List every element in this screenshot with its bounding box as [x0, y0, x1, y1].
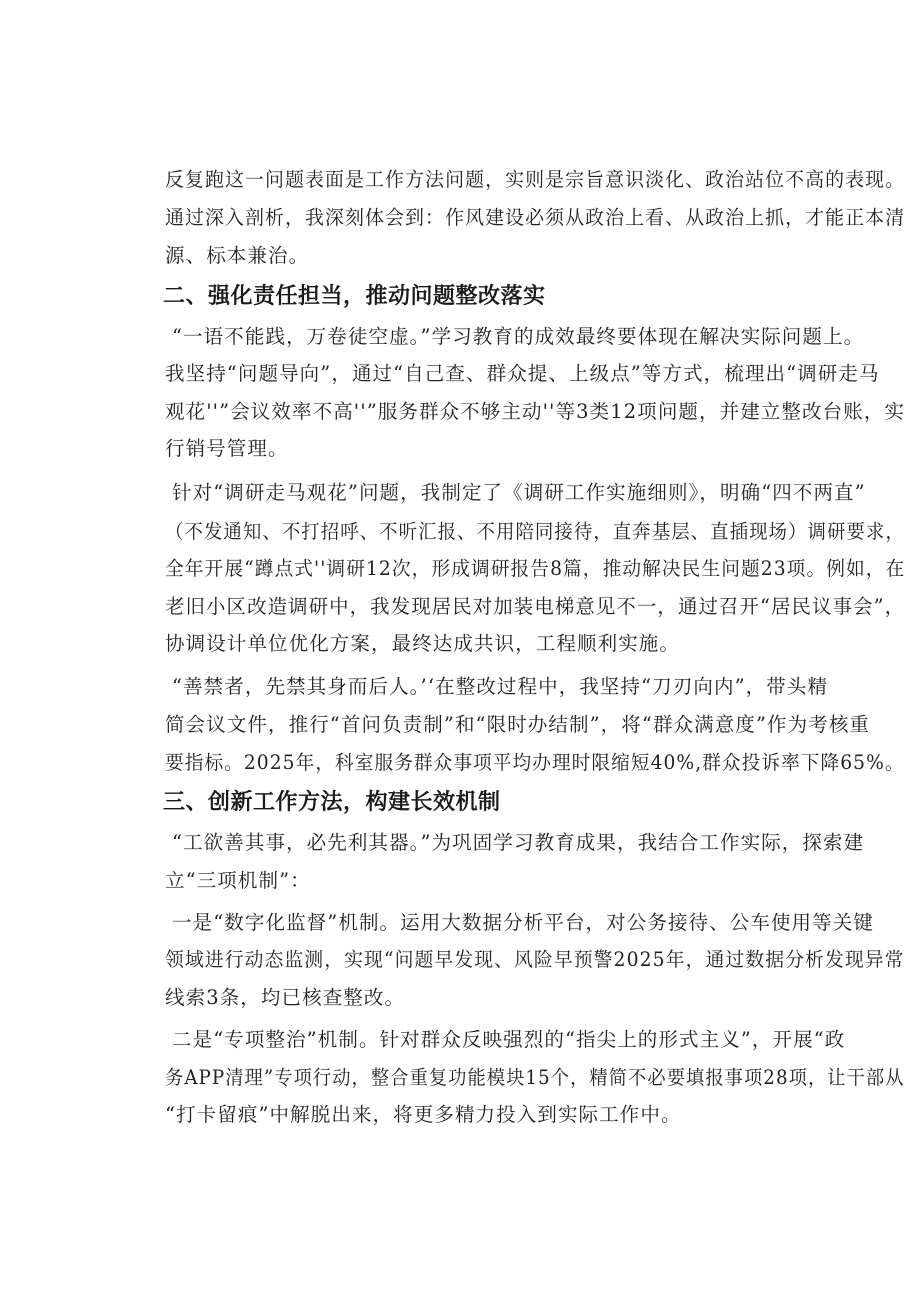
text-line: （不发通知、不打招呼、不听汇报、不用陪同接待，直奔基层、直插现场）调研要求，: [165, 520, 905, 543]
text-line: 务APP清理”专项行动，整合重复功能模块15个，精简不必要填报事项28项，让干部从: [165, 1066, 905, 1089]
text-line: 行销号管理。: [165, 437, 289, 460]
text-line: 全年开展“蹲点式''调研12次，形成调研报告8篇，推动解决民生问题23项。例如，在: [165, 557, 906, 580]
text-line: 一是“数字化监督”机制。运用大数据分析平台，对公务接待、公车使用等关键: [172, 911, 874, 934]
text-line: 针对“调研走马观花”问题，我制定了《调研工作实施细则》，明确“四不两直”: [172, 481, 866, 504]
text-line: 通过深入剖析，我深刻体会到：作风建设必须从政治上看、从政治上抓，才能正本清: [165, 206, 906, 229]
text-line: 立“三项机制”：: [165, 869, 311, 892]
text-line: 二是“专项整治”机制。针对群众反映强烈的“指尖上的形式主义”，开展“政: [172, 1028, 846, 1051]
section-heading-2: 二、强化责任担当，推动问题整改落实: [163, 284, 546, 309]
text-line: 领域进行动态监测，实现“问题早发现、风险早预警2025年，通过数据分析发现异常: [165, 948, 905, 971]
text-line: 观花''”会议效率不高''”服务群众不够主动''等3类12项问题，并建立整改台账，实: [165, 400, 906, 423]
text-line: “一语不能践，万卷徒空虚。”学习教育的成效最终要体现在解决实际问题上。: [172, 325, 865, 348]
text-line: 要指标。2025年，科室服务群众事项平均办理时限缩短40%,群众投诉率下降65%。: [165, 751, 905, 774]
text-line: 简会议文件，推行“首问负责制”和“限时办结制”，将“群众满意度”作为考核重: [165, 713, 871, 736]
section-heading-3: 三、创新工作方法，构建长效机制: [163, 790, 501, 815]
text-line: “工欲善其事，必先利其器。”为巩固学习教育成果，我结合工作实际，探索建: [172, 831, 865, 854]
text-line: 协调设计单位优化方案，最终达成共识，工程顺利实施。: [165, 632, 681, 655]
text-line: “善禁者，先禁其身而后人。’‘在整改过程中，我坚持“刀刃向内”，带头精: [172, 675, 829, 698]
text-line: 我坚持“问题导向”，通过“自己查、群众提、上级点”等方式，梳理出“调研走马: [165, 362, 880, 385]
text-line: 老旧小区改造调研中，我发现居民对加装电梯意见不一，通过召开“居民议事会”，: [165, 595, 906, 618]
text-line: 线索3条，均已核查整改。: [165, 986, 406, 1009]
text-line: 源、标本兼治。: [165, 244, 310, 267]
text-line: “打卡留痕”中解脱出来，将更多精力投入到实际工作中。: [165, 1103, 682, 1126]
text-line: 反复跑这一问题表面是工作方法问题，实则是宗旨意识淡化、政治站位不高的表现。: [165, 168, 906, 191]
